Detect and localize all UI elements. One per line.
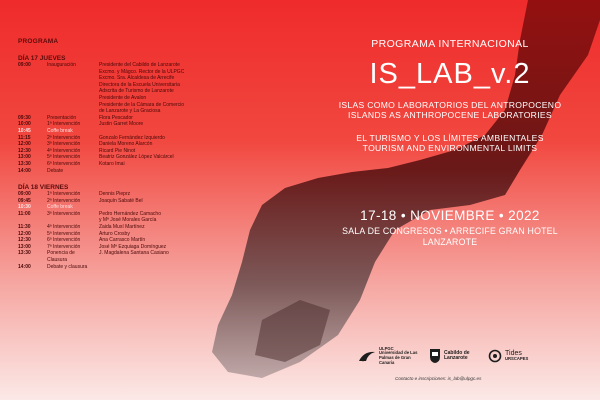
schedule-activity: Presentación — [47, 114, 77, 121]
schedule-activity — [47, 217, 99, 224]
schedule-speaker — [99, 128, 318, 135]
schedule-time — [18, 88, 47, 95]
schedule-row — [18, 128, 318, 135]
schedule-time: 09:00 — [18, 191, 31, 198]
schedule-time: 11:30 — [18, 224, 31, 231]
schedule-activity: 6ª Intervención — [47, 160, 81, 167]
schedule-activity — [47, 95, 99, 102]
contact-info: Contacto e inscripciones: is_lab@ulpgc.es — [395, 376, 482, 381]
ulpgc-logo — [358, 347, 419, 365]
venue-city: LANZAROTE — [422, 237, 478, 247]
schedule-time: 11:00 — [18, 210, 31, 217]
schedule-activity: 3ª Intervención — [47, 210, 81, 217]
schedule-row — [18, 161, 318, 168]
schedule-row — [18, 231, 318, 238]
schedule-row — [18, 121, 318, 128]
schedule-time: 09:00 — [18, 62, 31, 68]
theme-es: EL TURISMO Y LOS LÍMITES AMBIENTALES — [356, 133, 544, 143]
schedule-time: 09:30 — [18, 114, 31, 121]
schedule-activity: 5ª Intervención — [47, 230, 81, 237]
schedule-time: 10:45 — [18, 127, 31, 134]
schedule-activity: Coffe break — [47, 204, 73, 211]
schedule-row — [18, 211, 318, 218]
schedule-activity: Ponencia de — [47, 250, 75, 257]
cabildo-shield-icon — [429, 348, 441, 364]
subtitle-en: ISLANDS AS ANTHROPOCENE LABORATORIES — [348, 110, 552, 120]
theme-en: TOURISM AND ENVIRONMENTAL LIMITS — [362, 143, 538, 153]
schedule-speaker: José Mª Ezquiaga Domínguez — [99, 243, 167, 250]
schedule-speaker: Presidente del Cabildo de Lanzarote — [99, 62, 180, 68]
schedule-activity — [47, 69, 99, 76]
schedule-time: 13:30 — [18, 250, 31, 257]
schedule-time: 11:15 — [18, 134, 31, 141]
schedule-time: 13:30 — [18, 160, 31, 167]
schedule-row — [18, 198, 318, 205]
schedule-row — [18, 250, 318, 257]
schedule-speaker: Dennis Pieprz — [99, 191, 131, 198]
ulpgc-name: ULPGC — [379, 345, 394, 351]
ulpgc-text: Universidad de Las Palmas de Gran Canaria — [379, 350, 418, 365]
schedule-speaker: Gonzalo Fernández Izquierdo — [99, 134, 165, 141]
urscapes-text: URSCAPES — [505, 356, 529, 362]
venue-line: SALA DE CONGRESOS • ARRECIFE GRAN HOTEL — [342, 226, 558, 236]
schedule-time — [18, 82, 47, 89]
schedule-row — [18, 224, 318, 231]
schedule-time — [18, 217, 47, 224]
schedule-speaker: Presidente de Avalon — [99, 94, 147, 101]
schedule-row — [18, 95, 318, 102]
schedule-speaker: Kotaro Imai — [99, 160, 125, 167]
schedule-time — [18, 69, 47, 76]
schedule-time: 10:30 — [18, 204, 31, 211]
schedule-activity: 2ª Intervención — [47, 134, 81, 141]
schedule-row — [18, 264, 318, 271]
schedule-speaker: Directora de la Escuela Universitaria — [99, 81, 180, 88]
schedule-activity: Clausura — [47, 257, 68, 264]
ulpgc-icon — [358, 349, 376, 363]
schedule-row — [18, 62, 318, 69]
event-title: IS_LAB_v.2 — [369, 58, 531, 90]
schedule-time: 12:00 — [18, 230, 31, 237]
schedule-speaker: Presidente de la Cámara de Comercio — [99, 101, 185, 108]
schedule-row — [18, 154, 318, 161]
schedule-row — [18, 75, 318, 82]
schedule-row — [18, 168, 318, 175]
schedule-row — [18, 88, 318, 95]
schedule-activity — [47, 108, 99, 115]
schedule-time: 13:00 — [18, 243, 31, 250]
schedule-row — [18, 141, 318, 148]
day2-rows — [18, 191, 318, 270]
schedule-time: 09:45 — [18, 197, 31, 204]
schedule-speaker — [99, 204, 318, 211]
day1-label: DÍA 17 JUEVES — [18, 55, 66, 62]
schedule-activity: 4ª Intervención — [47, 147, 81, 154]
schedule-activity: Debate y clausura — [47, 263, 88, 270]
schedule-time: 12:00 — [18, 141, 31, 148]
schedule-activity: 6ª Intervención — [47, 237, 81, 244]
schedule-speaker: Joaquín Sabaté Bel — [99, 197, 143, 204]
tides-logo — [488, 349, 528, 363]
schedule-time: 10:00 — [18, 121, 31, 128]
schedule-time: 12:30 — [18, 147, 31, 154]
tides-icon — [488, 349, 502, 363]
day2-label: DÍA 18 VIERNES — [18, 184, 69, 192]
schedule-time: 14:00 — [18, 263, 31, 270]
schedule-row — [18, 257, 318, 264]
schedule-speaker: Ana Carrasco Martín — [99, 237, 146, 244]
schedule-speaker: Pedro Hernández Camacho — [99, 210, 161, 217]
program-schedule — [18, 38, 318, 270]
schedule-row — [18, 82, 318, 89]
schedule-activity — [47, 88, 99, 95]
schedule-speaker: Excmo. y Mágco. Rector de la ULPGC — [99, 68, 185, 75]
schedule-speaker: Flora Pescador — [99, 114, 133, 121]
schedule-time — [18, 75, 47, 82]
cabildo-logo — [429, 348, 478, 364]
cabildo-text: Cabildo de Lanzarote — [444, 349, 470, 361]
program-label: PROGRAMA INTERNACIONAL — [371, 38, 529, 50]
schedule-activity — [47, 82, 99, 89]
schedule-row — [18, 69, 318, 76]
schedule-row — [18, 135, 318, 142]
schedule-activity: 1ª Intervención — [47, 191, 81, 198]
schedule-row — [18, 244, 318, 251]
schedule-activity: Debate — [47, 167, 64, 174]
schedule-activity — [47, 102, 99, 109]
schedule-activity: 7ª Intervención — [47, 243, 81, 250]
day1-rows — [18, 62, 318, 174]
schedule-activity: 1ª Intervención — [47, 121, 81, 128]
schedule-speaker: Excmo. Sra. Alcaldesa de Arrecife — [99, 75, 175, 82]
schedule-speaker — [99, 257, 318, 264]
event-dates: 17-18 • NOVIEMBRE • 2022 — [360, 208, 540, 223]
schedule-speaker: J. Magdalena Santana Casiano — [99, 250, 169, 257]
schedule-activity: 5ª Intervención — [47, 154, 81, 161]
schedule-speaker: y Mª José Morales García — [99, 217, 157, 224]
schedule-activity — [47, 75, 99, 82]
schedule-speaker: Arturo Crosby — [99, 230, 130, 237]
schedule-speaker: de Lanzarote y La Graciosa — [99, 108, 161, 115]
schedule-speaker: Justin Garret Moore — [99, 121, 144, 128]
schedule-row — [18, 115, 318, 122]
schedule-speaker — [99, 168, 318, 175]
schedule-row — [18, 102, 318, 109]
schedule-time — [18, 95, 47, 102]
schedule-activity: 4ª Intervención — [47, 224, 81, 231]
subtitle-es: ISLAS COMO LABORATORIOS DEL ANTROPOCENO — [338, 100, 562, 110]
schedule-activity: Inauguración — [47, 62, 76, 68]
schedule-time — [18, 102, 47, 109]
schedule-time — [18, 257, 47, 264]
schedule-row — [18, 217, 318, 224]
tides-name: Tides — [505, 350, 522, 358]
schedule-time — [18, 108, 47, 115]
schedule-time: 13:00 — [18, 154, 31, 161]
schedule-row — [18, 204, 318, 211]
schedule-heading: PROGRAMA — [18, 38, 59, 45]
schedule-row — [18, 148, 318, 155]
schedule-speaker: Ricard Pie Ninot — [99, 147, 136, 154]
schedule-speaker: Zaida Muxí Martínez — [99, 224, 145, 231]
schedule-row — [18, 191, 318, 198]
schedule-speaker: Adscrita de Turismo de Lanzarote — [99, 88, 174, 95]
schedule-time: 14:00 — [18, 167, 31, 174]
schedule-activity: 3ª Intervención — [47, 141, 81, 148]
sponsor-logos — [358, 344, 578, 368]
schedule-row — [18, 108, 318, 115]
schedule-speaker: Daniela Moreno Alarcón — [99, 141, 153, 148]
schedule-time: 12:30 — [18, 237, 31, 244]
schedule-speaker — [99, 264, 318, 271]
schedule-speaker: Beatriz González López Valcárcel — [99, 154, 174, 161]
schedule-row — [18, 237, 318, 244]
schedule-activity: Coffe break — [47, 127, 73, 134]
schedule-activity: 2ª Intervención — [47, 197, 81, 204]
